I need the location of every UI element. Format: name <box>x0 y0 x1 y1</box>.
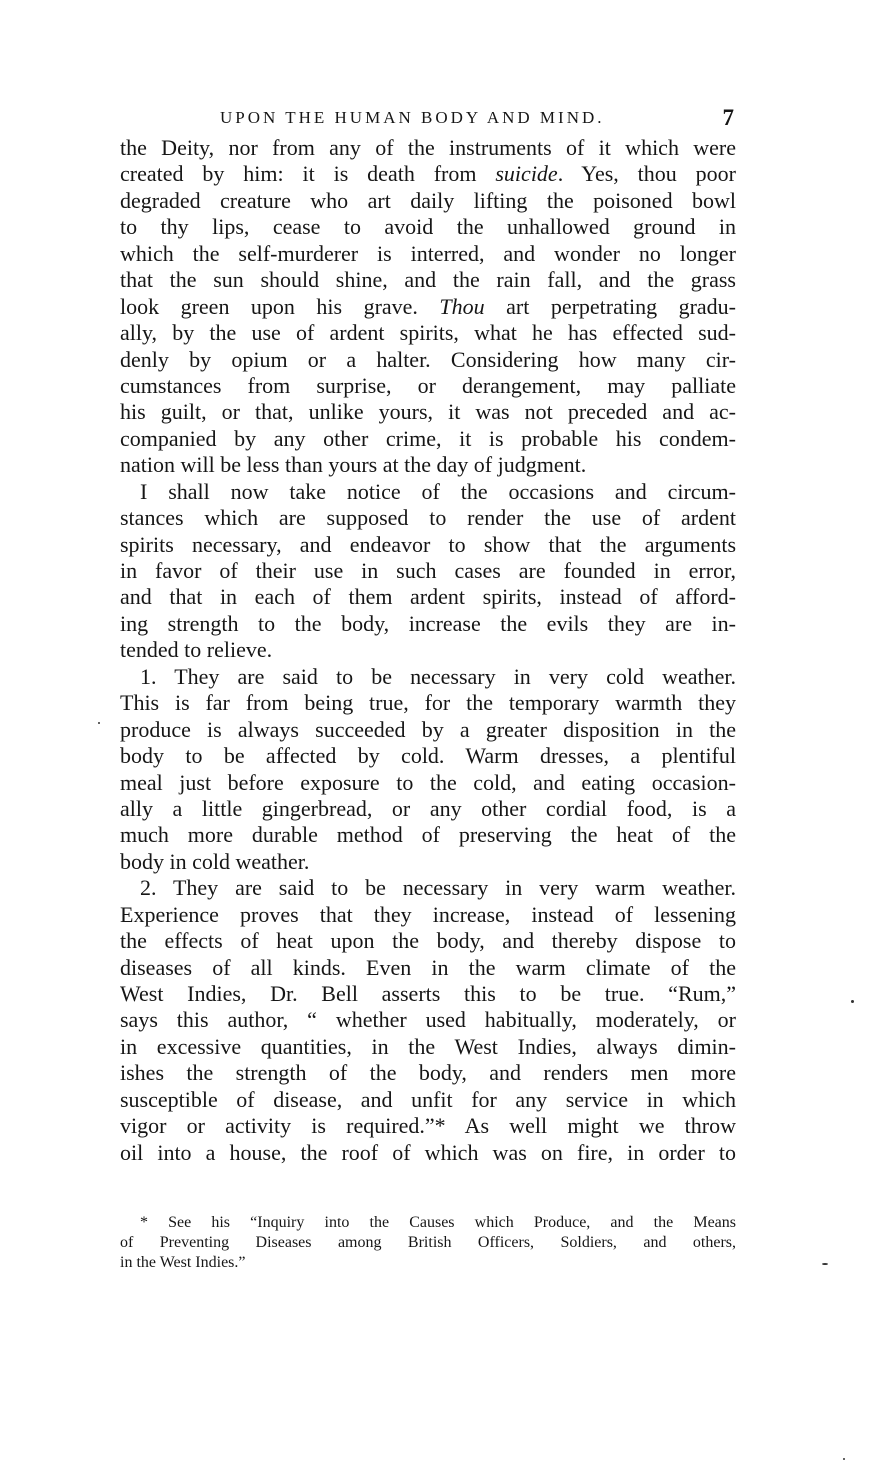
text-line <box>120 849 736 875</box>
text-line <box>120 267 736 293</box>
italic-text: Thou <box>439 293 485 319</box>
text-line <box>120 320 736 346</box>
text-segment: vigor or activity is required.”* As well might we throw <box>120 1113 736 1139</box>
footnote-line: of Preventing Diseases among British Officers, Soldiers, and others, <box>120 1234 736 1251</box>
scan-speck <box>822 1263 828 1265</box>
text-line <box>120 426 736 452</box>
text-segment: his guilt, or that, unlike yours, it was not preceded and ac- <box>120 399 736 425</box>
text-segment: ally a little gingerbread, or any other cordial food, is a <box>120 795 736 821</box>
text-segment: oil into a house, the roof of which was on fire, in order to <box>120 1139 736 1165</box>
page-number: 7 <box>722 105 734 130</box>
text-segment: produce is always succeeded by a greater disposition in the <box>120 716 736 742</box>
text-segment: body in cold weather. <box>120 848 310 874</box>
text-segment: nation will be less than yours at the day of judgment. <box>120 452 587 478</box>
text-segment: 1. They are said to be necessary in very cold weather. <box>140 663 736 689</box>
footnote-line: * See his “Inquiry into the Causes which Produce, and the Means <box>140 1214 736 1231</box>
text-segment: tended to relieve. <box>120 637 273 663</box>
text-line <box>120 875 736 901</box>
text-line <box>120 955 736 981</box>
text-segment: the effects of heat upon the body, and thereby dispose to <box>120 928 736 954</box>
scan-speck <box>98 722 100 724</box>
text-segment: which the self-murderer is interred, and wonder no longer <box>120 240 736 266</box>
text-line <box>120 981 736 1007</box>
text-segment: created by him: it is death from <box>120 161 496 187</box>
text-segment: ishes the strength of the body, and renders men more <box>120 1060 736 1086</box>
text-line <box>120 796 736 822</box>
text-segment: and that in each of them ardent spirits, instead of afford- <box>120 584 736 610</box>
text-line <box>120 373 736 399</box>
text-segment: much more durable method of preserving the heat of the <box>120 822 736 848</box>
text-line <box>120 928 736 954</box>
text-line <box>120 135 736 161</box>
text-line <box>120 611 736 637</box>
body-text <box>120 135 736 1166</box>
paragraph <box>120 135 736 479</box>
text-segment: ally, by the use of ardent spirits, what he has effected sud- <box>120 320 736 346</box>
text-line <box>120 902 736 928</box>
running-header <box>120 105 736 136</box>
text-line <box>120 584 736 610</box>
text-line <box>120 505 736 531</box>
text-line <box>120 1087 736 1113</box>
text-segment: says this author, “ whether used habitually, moderately, or <box>120 1007 736 1033</box>
text-line <box>120 399 736 425</box>
text-line <box>120 161 736 187</box>
text-line <box>120 1060 736 1086</box>
text-line <box>120 1007 736 1033</box>
text-line <box>120 347 736 373</box>
text-segment: meal just before exposure to the cold, and eating occasion- <box>120 769 736 795</box>
text-line <box>120 214 736 240</box>
text-line <box>120 188 736 214</box>
running-title: UPON THE HUMAN BODY AND MIND. <box>220 108 605 127</box>
text-segment: Experience proves that they increase, instead of lessening <box>120 901 736 927</box>
text-line <box>120 1034 736 1060</box>
text-line <box>120 452 736 478</box>
text-line <box>120 1113 736 1139</box>
text-segment: degraded creature who art daily lifting the poisoned bowl <box>120 187 736 213</box>
text-segment: companied by any other crime, it is probable his condem- <box>120 425 736 451</box>
text-segment: look green upon his grave. <box>120 293 440 319</box>
text-line <box>120 664 736 690</box>
text-segment: denly by opium or a halter. Considering how many cir- <box>120 346 736 372</box>
text-segment: in excessive quantities, in the West Indies, always dimin- <box>120 1033 736 1059</box>
text-segment: diseases of all kinds. Even in the warm climate of the <box>120 954 736 980</box>
text-segment: that the sun should shine, and the rain fall, and the grass <box>120 267 736 293</box>
text-segment: . Yes, thou poor <box>557 161 736 187</box>
text-line <box>120 532 736 558</box>
text-segment: spirits necessary, and endeavor to show that the arguments <box>120 531 736 557</box>
footnote <box>120 1213 736 1273</box>
text-line <box>120 558 736 584</box>
paragraph <box>120 479 736 664</box>
text-segment: This is far from being true, for the temporary warmth they <box>120 690 736 716</box>
text-segment: susceptible of disease, and unfit for any service in which <box>120 1086 736 1112</box>
scan-speck <box>851 1000 854 1003</box>
text-segment: art perpetrating gradu- <box>484 293 736 319</box>
text-segment: stances which are supposed to render the use of ardent <box>120 505 736 531</box>
text-line <box>120 1140 736 1166</box>
text-segment: to thy lips, cease to avoid the unhallowed ground in <box>120 214 736 240</box>
text-line <box>120 637 736 663</box>
text-segment: the Deity, nor from any of the instruments of it which were <box>120 135 736 160</box>
text-line <box>120 822 736 848</box>
text-segment: in favor of their use in such cases are founded in error, <box>120 558 736 583</box>
text-line <box>120 743 736 769</box>
footnote-line: in the West Indies.” <box>120 1254 246 1271</box>
text-segment: ing strength to the body, increase the evils they are in- <box>120 610 736 636</box>
text-line <box>120 479 736 505</box>
paragraph <box>120 875 736 1166</box>
scan-speck <box>843 1458 845 1460</box>
text-line <box>120 241 736 267</box>
text-line <box>120 717 736 743</box>
text-line <box>120 690 736 716</box>
text-segment: body to be affected by cold. Warm dresses, a plentiful <box>120 743 736 769</box>
text-segment: West Indies, Dr. Bell asserts this to be true. “Rum,” <box>120 981 736 1006</box>
text-segment: cumstances from surprise, or derangement, may palliate <box>120 372 736 398</box>
text-segment: I shall now take notice of the occasions and circum- <box>140 478 736 504</box>
paragraph <box>120 664 736 876</box>
text-segment: 2. They are said to be necessary in very warm weather. <box>140 875 736 901</box>
text-line <box>120 294 736 320</box>
text-line <box>120 770 736 796</box>
italic-text: suicide <box>495 161 558 187</box>
